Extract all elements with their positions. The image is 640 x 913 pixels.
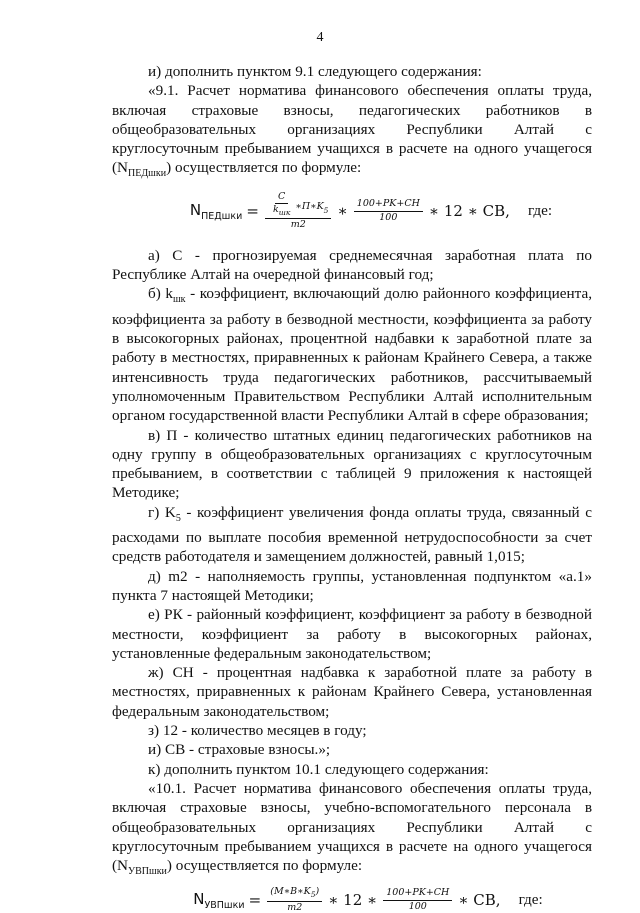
formula-1-where: где: <box>527 202 553 220</box>
formula-2-lhs: $N_{УВПшки}$ <box>193 889 245 911</box>
page-number: 4 <box>316 30 324 45</box>
formula-1-percent-fraction: $\frac{100+PK+CH}{100}$ <box>354 199 423 223</box>
formula-1: $N_{ПЕДшки}$ = $\frac{С}{k_{шк}}$ $∗П∗K_5$ m2 ∗ $\frac{100+PK+CH}{100}$ ∗ 12 ∗ CB, где: <box>189 190 553 231</box>
formula-2-main-fraction: $\frac{(M∗B∗K_5)}{m2}$ <box>267 887 322 913</box>
item-zh: ж) СН - процентная надбавка к заработной плате за работу в местностях, приравненных к районам Крайнего Севера, установленная федеральным законодательством; <box>112 664 592 720</box>
paragraph-9-1-text: «9.1. Расчет норматива финансового обеспечения оплаты труда, включая страховые взносы, педагогических работников в общеобразовательных организациях Республики Алтай с круглосуточным пребыванием учащихся в расчете на одного учащегося (N <box>112 82 592 177</box>
paragraph-9-1-sub: ПЕДшки <box>128 168 167 180</box>
paragraph-9-1-end: ) осуществляется по формуле: <box>166 159 362 177</box>
formula-2: $N_{УВПшки}$ = $\frac{(M∗B∗K_5)}{m2}$ ∗ 12 ∗ $\frac{100+PK+CH}{100}$ ∗ CB, где: <box>193 886 543 913</box>
formula-2-where: где: <box>518 891 543 909</box>
item-i: и) СВ - страховые взносы.»; <box>148 741 331 759</box>
item-a: а) С - прогнозируемая среднемесячная заработная плата по Республике Алтай на очередной финансовый год; <box>112 246 592 284</box>
item-z: з) 12 - количество месяцев в году; <box>148 722 367 740</box>
item-b: б) $k_{шк}$ - коэффициент, включающий долю районного коэффициента, коэффициента за работу в безводной местности, коэффициента за работу в высокогорных районах, процентной надбавки к заработной плате за работу в местностях, приравненных к районам Крайнего Севера, а также интенсивность труда педагогических работников, рассчитываемый уполномоченным Правительством Республики Алтай исполнительным органом государственной власти Республики Алтай в сфере образования; <box>112 285 592 425</box>
paragraph-10-1-sub: УВПшки <box>128 866 167 878</box>
paragraph-10-1-end: ) осуществляется по формуле: <box>166 857 363 875</box>
item-g: г) $K_5$ - коэффициент увеличения фонда оплаты труда, связанный с расходами по выплате пособия временной нетрудоспособности за счет средств работодателя и замещением должностей, равный 1,015; <box>112 503 592 566</box>
intro-paragraph-2: к) дополнить пунктом 10.1 следующего содержания: <box>148 760 489 778</box>
formula-1-main-fraction: $\frac{С}{k_{шк}}$ $∗П∗K_5$ m2 <box>265 192 331 231</box>
paragraph-9-1 <box>112 81 592 184</box>
paragraph-10-1-text: «10.1. Расчет норматива финансового обеспечения оплаты труда, включая страховые взносы, учебно-вспомогательного персонала в общеобразовательных организациях Республики Алтай с круглосуточным пребыванием учащихся в расчете на одного учащегося (N <box>112 779 592 875</box>
item-v: в) П - количество штатных единиц педагогических работников на одну группу в общеобразовательных организациях с круглосуточным пребыванием, в соответствии с таблицей 9 приложения к настоящей Методике; <box>112 426 592 502</box>
formula-2-percent-fraction: $\frac{100+PK+CH}{100}$ <box>383 888 452 912</box>
intro-paragraph-1: и) дополнить пунктом 9.1 следующего содержания: <box>148 63 482 80</box>
item-d: д) m2 - наполняемость группы, установленная подпунктом «а.1» пункта 7 настоящей Методики; <box>112 567 592 604</box>
paragraph-10-1 <box>112 779 592 882</box>
document-body <box>112 62 592 913</box>
formula-1-lhs: $N_{ПЕДшки}$ <box>189 200 243 222</box>
formula-1-inner-fraction: $\frac{С}{k_{шк}}$ <box>273 190 291 218</box>
item-e: е) РК - районный коэффициент, коэффициент за работу в безводной местности, коэффициент за работу в высокогорных районах, установленные федеральным законодательством; <box>112 606 592 662</box>
